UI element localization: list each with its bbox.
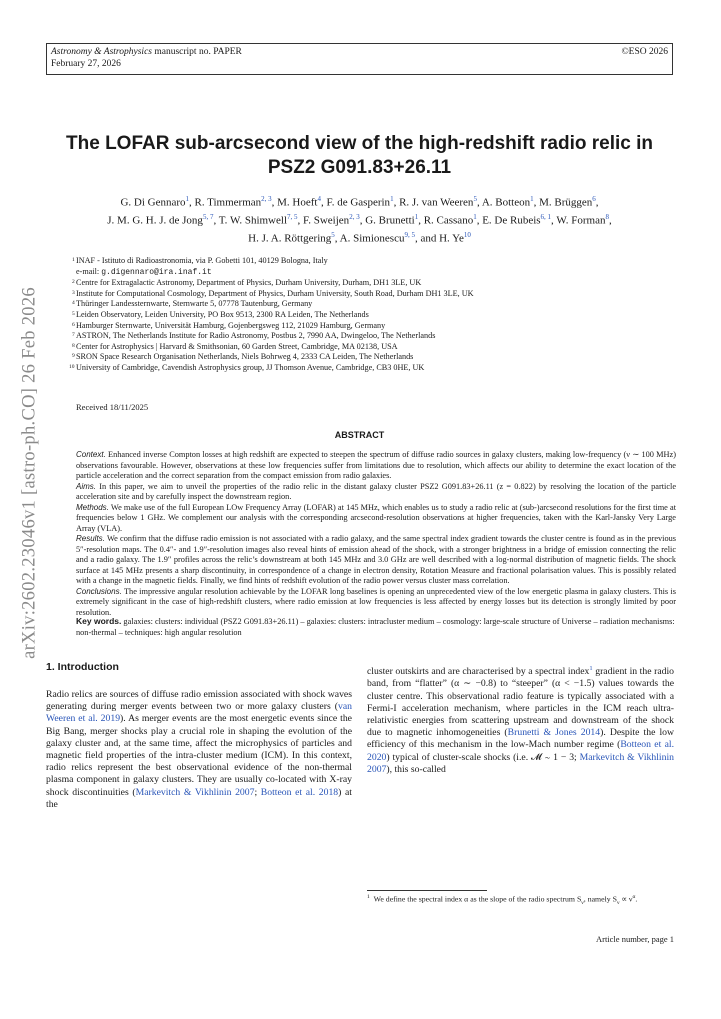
keywords-label: Key words. [76, 616, 122, 626]
footnote-text: We define the spectral index α as the slope of the radio spectrum S [373, 894, 582, 904]
conclusions-label: Conclusions. [76, 586, 122, 596]
affiliation-text: Center for Astrophysics | Harvard & Smithsonian, 60 Garden Street, Cambridge, MA 02138, USA [76, 341, 398, 351]
affiliation-item [72, 256, 676, 267]
intro-text-2a: cluster outskirts and are characterised by a spectral index [367, 666, 590, 678]
results-label: Results. [76, 534, 105, 543]
affiliation-item [69, 362, 676, 374]
abstract-results [76, 534, 676, 587]
citation-link[interactable]: Markevitch & Vikhlinin 2007 [135, 786, 255, 798]
context-text: Enhanced inverse Compton losses at high redshift are expected to steepen the spectrum of diffuse radio sources in galaxy clusters, making low-frequency (ν ∼ 100 MHz) observations favourable. However, observations at these low frequencies suffer from limitations due to resolution, which affects our ability to determine the exact location of the particle acceleration and the correct separation from the compact emission from radio galaxies. [76, 450, 676, 480]
affiliation-item [72, 352, 676, 363]
affiliation-number: 7 [72, 332, 75, 339]
author-separator: , [271, 196, 278, 209]
footnote-number: 1 [367, 894, 370, 900]
author-name: H. J. A. Röttgering [248, 232, 332, 245]
affiliation-text: Leiden Observatory, Leiden University, PO Box 9513, 2300 RA Leiden, The Netherlands [76, 309, 369, 319]
methods-text: We make use of the full European LOw Frequency Array (LOFAR) at 145 MHz, which enables us to study a radio relic at (sub-)arcsecond resolutions for the first time at frequencies below 1 GHz. We complement our analysis with the corresponding arcsecond-resolution observations at higher frequencies, taken with the Karl-Jansky Very Large Array (VLA). [76, 502, 676, 533]
author-name: R. Timmerman [194, 196, 262, 209]
affiliation-number: 2 [72, 279, 75, 286]
affiliation-text: ASTRON, The Netherlands Institute for Radio Astronomy, Postbus 2, 7990 AA, Dwingeloo, The Netherlands [76, 331, 436, 341]
footnote-marker[interactable]: 1 [589, 665, 593, 672]
intro-text-1c: ) at the [46, 786, 352, 810]
aims-label: Aims. [76, 481, 96, 491]
author-name: E. De Rubeis [482, 214, 541, 227]
affiliation-item [72, 278, 676, 289]
intro-column-2 [367, 663, 674, 776]
footnote-sup: α [632, 894, 636, 900]
results-text: We confirm that the diffuse radio emission is not associated with a radio galaxy, and the same spectral index gradient towards the cluster centre is found as in the previous 5″-resolution maps. The 0.4″- and 1.9″-resolution images also reveal hints of emission ahead of the shock, with a stronger brightness in a bridge of emission connecting the relic and a radio galaxy. The 1.9″ profiles across the relic’s downstream at both 145 MHz and 3.0 GHz are well described with a log-normal distribution of magnetic fields. The shock surface at 145 MHz presents a sharp discontinuity, in correspondence of a change in electron density, Rotation Measure and fractional polarisation values. This is possibly related with a change in the magnetic fields. Finally, we find hints of redshift evolution of the radio power versus cluster mass correlation. [76, 534, 676, 585]
citation-link[interactable]: Botteon et al. 2018 [260, 786, 339, 798]
footnote-sub: ν [581, 900, 584, 907]
email-link[interactable]: g.digennaro@ira.inaf.it [101, 267, 212, 277]
author-name: R. J. van Weeren [399, 196, 474, 209]
author-name: H. Ye [439, 232, 464, 245]
author-separator: , [213, 214, 219, 227]
affiliation-number: 4 [72, 300, 75, 307]
affiliation-text: SRON Space Research Organisation Netherlands, Niels Bohrweg 4, 2333 CA Leiden, The Netherlands [76, 352, 414, 362]
citation-link[interactable]: Markevitch & Vikhlinin 2007 [367, 751, 674, 775]
citation-link[interactable]: van Weeren et al. 2019 [46, 701, 352, 725]
received-date: Received 18/11/2025 [76, 402, 149, 412]
intro-text-1b: ). As merger events are the most energetic events since the Big Bang, merger shocks play a crucial role in shaping the evolution of the galaxy cluster and, at the same time, affect the microphysics of particles and magnetic field properties of the intra-cluster medium (ICM). In this context, radio relics represent the best observational evidence of the non-thermal plasma component in galaxy clusters. They are usually co-located with X-ray shock discontinuities ( [46, 713, 352, 798]
author-affiliation-marker[interactable]: 1 [390, 195, 394, 203]
author-affiliation-marker[interactable]: 2, 3 [261, 195, 272, 203]
author-separator: , [393, 196, 400, 209]
affiliation-item [72, 309, 676, 321]
manuscript-id: manuscript no. PAPER [151, 47, 242, 57]
author-name: G. Di Gennaro [120, 196, 186, 209]
author-affiliation-marker[interactable]: 1 [473, 213, 477, 222]
author-name: M. Brüggen [539, 196, 593, 209]
author-name: R. Cassano [423, 214, 474, 227]
abstract-context [76, 450, 676, 482]
author-affiliation-marker[interactable]: 9, 5 [404, 231, 415, 240]
affiliation-item [72, 320, 676, 332]
author-separator: , [551, 214, 557, 227]
intro-text-2c: ). Despite the low efficiency of this mechanism in the low-Mach number regime ( [367, 727, 675, 751]
abstract-methods [76, 503, 676, 535]
footnote-text-4: . [635, 894, 638, 904]
intro-text-2e: ), this so-called [386, 763, 446, 775]
header-copyright: ©ESO 2026 [621, 47, 668, 57]
author-name: F. de Gasperin [326, 196, 391, 209]
page-number: Article number, page 1 [595, 934, 674, 944]
affiliation-item [76, 267, 676, 279]
author-affiliation-marker[interactable]: 1 [185, 195, 190, 203]
arxiv-stamp-text: arXiv:2602.23046v1 [astro-ph.CO] 26 Feb 2026 [19, 287, 40, 659]
affiliation-number: 8 [72, 342, 75, 349]
affiliation-text: Hamburger Sternwarte, Universität Hamburg, Gojenbergsweg 112, 21029 Hamburg, Germany [76, 320, 386, 330]
footnote-sub-2: ν [616, 900, 620, 907]
author-affiliation-marker[interactable]: 5 [473, 195, 477, 203]
arxiv-stamp [10, 268, 50, 678]
citation-separator: ; [254, 786, 261, 798]
author-affiliation-marker[interactable]: 2, 3 [349, 213, 360, 222]
intro-text-1a: Radio relics are sources of diffuse radio emission associated with shock waves generating during merger events between two or more galaxy clusters ( [46, 689, 352, 713]
author-name: W. Forman [556, 214, 606, 227]
aims-text: In this paper, we aim to unveil the properties of the radio relic in the distant galaxy cluster PSZ2 G091.83+26.11 (z = 0.822) by resolving the location of the particle acceleration site and by carefully inspect the downstream region. [76, 481, 676, 501]
author-name: G. Brunetti [365, 214, 415, 227]
author-separator: , [297, 214, 303, 227]
context-label: Context. [76, 450, 106, 459]
author-list [46, 192, 673, 246]
author-affiliation-marker[interactable]: 8 [605, 213, 609, 222]
manuscript-header [46, 43, 673, 75]
intro-text-2d: ) typical of cluster-scale shocks (i.e. 𝓜 ∼ 1 − 3; [386, 751, 580, 763]
author-affiliation-marker[interactable]: 10 [463, 231, 471, 240]
affiliation-text: Institute for Computational Cosmology, Department of Physics, Durham University, South Road, Durham DH1 3LE, UK [76, 288, 474, 298]
author-separator: , [476, 214, 483, 227]
abstract-body [76, 450, 676, 618]
author-affiliation-marker[interactable]: 4 [317, 195, 321, 203]
affiliation-number: 3 [72, 289, 75, 296]
author-name: A. Simionescu [339, 232, 405, 245]
conclusions-text: The impressive angular resolution achievable by the LOFAR long baselines is opening an unprecedented view of the low energetic plasma in galaxy clusters. This is extremely significant in the case of high-redshift clusters, where radio emission at low frequencies is less affected by energy losses but its detection is strongly limited by poor resolution. [76, 586, 676, 617]
affiliation-text: University of Cambridge, Cavendish Astrophysics group, JJ Thomson Avenue, Cambridge, CB3 0HE, UK [76, 362, 425, 372]
affiliation-number: 9 [72, 353, 75, 360]
affiliation-item [72, 288, 676, 300]
citation-link[interactable]: Botteon et al. 2020 [367, 739, 674, 763]
author-name: M. Hoeft [277, 196, 318, 209]
journal-name: Astronomy & Astrophysics [51, 47, 152, 57]
author-separator: , and [414, 232, 440, 245]
author-separator: , [595, 196, 599, 209]
author-separator: , [320, 196, 327, 209]
affiliation-number: 10 [69, 363, 75, 370]
affiliation-number: 5 [72, 310, 75, 317]
author-name: A. Botteon [481, 196, 531, 209]
affiliation-item [72, 331, 676, 342]
author-separator: , [608, 214, 612, 227]
author-separator: , [334, 232, 340, 245]
section-heading: 1. Introduction [46, 661, 119, 673]
intro-paragraph-1-cont [367, 663, 674, 776]
paper-title [46, 132, 673, 180]
title-line-2: PSZ2 G091.83+26.11 [267, 157, 452, 178]
citation-link[interactable]: Brunetti & Jones 2014 [507, 727, 601, 739]
author-separator: , [533, 196, 540, 209]
author-name: F. Sweijen [303, 214, 350, 227]
author-affiliation-marker[interactable]: 5 [331, 231, 335, 240]
affiliation-text: Centre for Extragalactic Astronomy, Department of Physics, Durham University, Durham, DH1 3LE, UK [76, 278, 422, 288]
affiliation-item [72, 341, 676, 353]
keywords [76, 616, 676, 638]
abstract-aims [76, 482, 676, 503]
abstract-heading: ABSTRACT [334, 430, 385, 440]
keywords-text: galaxies: clusters: individual (PSZ2 G091.83+26.11) – galaxies: clusters: intracluster medium – cosmology: large-scale structure of Universe – radiation mechanisms: non-thermal – techniques: high angular resolution [76, 617, 675, 637]
affiliation-list [69, 256, 676, 374]
author-affiliation-marker[interactable]: 6, 1 [540, 213, 552, 222]
author-affiliation-marker[interactable]: 6 [592, 195, 596, 203]
header-date: February 27, 2026 [51, 59, 121, 69]
intro-column-1 [46, 689, 352, 811]
author-affiliation-marker[interactable]: 1 [414, 213, 419, 222]
footnote-text-2: , namely S [583, 894, 617, 904]
affiliation-text: INAF - Istituto di Radioastronomia, via P. Gobetti 101, 40129 Bologna, Italy [76, 256, 328, 265]
journal-line [51, 46, 668, 58]
author-name: J. M. G. H. J. de Jong [107, 214, 203, 227]
affiliation-item [72, 299, 676, 310]
author-separator: , [359, 214, 366, 227]
affiliation-number: 6 [72, 321, 75, 328]
author-affiliation-marker[interactable]: 5, 7 [202, 213, 214, 222]
author-name: T. W. Shimwell [218, 214, 287, 227]
footnote-text-3: ∝ ν [619, 894, 633, 904]
author-separator: , [189, 196, 195, 209]
abstract-conclusions [76, 587, 676, 619]
author-affiliation-marker[interactable]: 1 [530, 195, 534, 203]
author-separator: , [418, 214, 424, 227]
footnote-rule [367, 890, 487, 891]
methods-label: Methods. [76, 502, 109, 512]
affiliation-text: Thüringer Landessternwarte, Sternwarte 5, 07778 Tautenburg, Germany [76, 299, 313, 309]
author-separator: , [476, 196, 482, 209]
title-line-1: The LOFAR sub-arcsecond view of the high-redshift radio relic in [66, 133, 653, 154]
affiliation-text: e-mail: [76, 266, 102, 276]
author-affiliation-marker[interactable]: 7, 5 [287, 213, 298, 222]
intro-paragraph-1 [46, 689, 352, 811]
intro-text-2b: gradient in the radio band, from “flatter” (α ∼ −0.8) to “steeper” (α < −1.5) values towards the cluster centre. This observational radio feature is typically associated with a Fermi-I acceleration mechanism, where particles in the ICM reach ultra-relativistic energies from scattering upstream and downstream of the shock due to magnetic inhomogeneities ( [367, 666, 675, 739]
affiliation-number: 1 [72, 257, 75, 263]
footnote [367, 893, 674, 909]
